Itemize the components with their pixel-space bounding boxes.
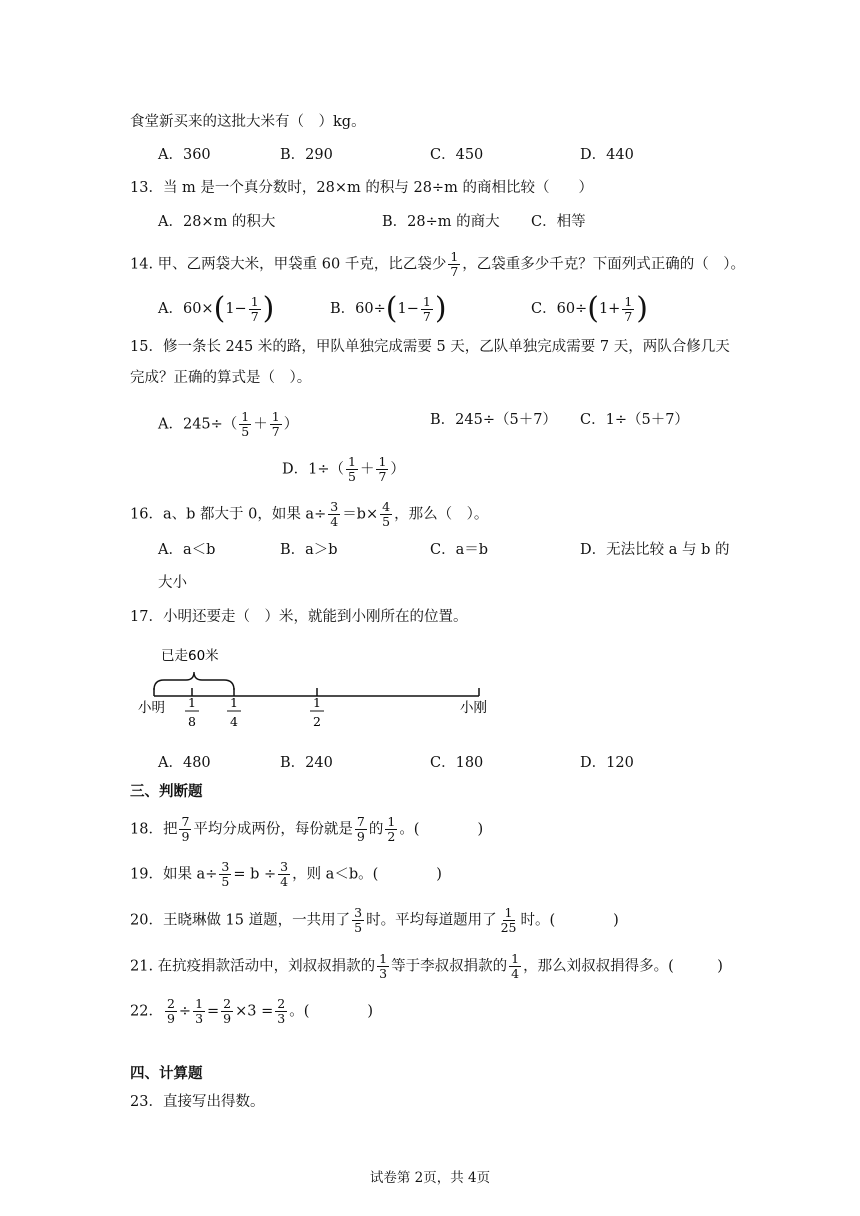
q13-option-a[interactable]: A．28×m 的积大 bbox=[158, 214, 276, 230]
q19: 19．如果 a÷ $\frac{3}{5}$ = b ÷ $\frac{3}{4}$ ，则 a＜b。( ) bbox=[130, 859, 442, 889]
q15-option-d[interactable]: D．1÷（ $\frac{1}{5}$ ＋ $\frac{1}{7}$ ） bbox=[282, 454, 405, 484]
section-3-heading: 三、判断题 bbox=[130, 784, 203, 800]
q16-option-b[interactable]: B．a＞b bbox=[280, 542, 338, 558]
q12-option-a[interactable]: A．360 bbox=[158, 147, 211, 163]
tick-label-1-8 bbox=[185, 695, 199, 729]
q17-option-b[interactable]: B．240 bbox=[280, 755, 333, 771]
q22: 22． $\frac{2}{9}$ ÷ $\frac{1}{3}$ = $\frac{2}{9}$ ×3 = $\frac{2}{3}$ 。( ) bbox=[130, 996, 374, 1026]
q15-stem-line2: 完成？正确的算式是（ ）。 bbox=[130, 370, 312, 386]
q18: 18．把 $\frac{7}{9}$ 平均分成两份，每份就是 $\frac{7}{9}$ 的 $\frac{1}{2}$ 。( ) bbox=[130, 814, 484, 844]
brace-icon bbox=[154, 672, 234, 690]
q16-stem: 16．a、b 都大于 0，如果 a÷ $\frac{3}{4}$ ＝b× $\frac{4}{5}$ ，那么（ ）。 bbox=[130, 499, 489, 529]
q16-option-d-wrap: 大小 bbox=[158, 575, 187, 591]
q13-option-b[interactable]: B．28÷m 的商大 bbox=[382, 214, 500, 230]
q21: 21. 在抗疫捐款活动中，刘叔叔捐款的 $\frac{1}{3}$ 等于李叔叔捐款的 $\frac{1}{4}$ ，那么刘叔叔捐得多。( ) bbox=[130, 951, 723, 981]
q15-option-a[interactable]: A．245÷（ $\frac{1}{5}$ ＋ $\frac{1}{7}$ ） bbox=[158, 409, 299, 439]
q17-number-line bbox=[128, 640, 528, 740]
q15-stem-line1: 15．修一条长 245 米的路，甲队单独完成需要 5 天，乙队单独完成需要 7 天，两队合修几天 bbox=[130, 339, 730, 355]
q17-stem: 17．小明还要走（ ）米，就能到小刚所在的位置。 bbox=[130, 609, 468, 625]
tick-label-1-2 bbox=[310, 695, 324, 729]
q17-option-c[interactable]: C．180 bbox=[430, 755, 484, 771]
q12-option-c[interactable]: C．450 bbox=[430, 147, 484, 163]
q14-option-b[interactable]: B．60÷(1− $\frac{1}{7}$ ) bbox=[330, 291, 447, 326]
q12-stem: 食堂新买来的这批大米有（ ）kg。 bbox=[130, 114, 366, 130]
end-label: 小刚 bbox=[460, 700, 487, 716]
section-4-heading: 四、计算题 bbox=[130, 1066, 203, 1082]
svg-text:8: 8 bbox=[188, 714, 196, 729]
q16-option-a[interactable]: A．a＜b bbox=[158, 542, 216, 558]
q12-option-b[interactable]: B．290 bbox=[280, 147, 333, 163]
q12-option-d[interactable]: D．440 bbox=[580, 147, 634, 163]
q15-option-b[interactable]: B．245÷（5＋7） bbox=[430, 412, 557, 428]
q15-option-c[interactable]: C．1÷（5＋7） bbox=[580, 412, 689, 428]
q13-option-c[interactable]: C．相等 bbox=[531, 214, 586, 230]
svg-text:1: 1 bbox=[313, 695, 321, 710]
fraction: $\frac{1}{7}$ bbox=[450, 249, 459, 279]
q14-stem: 14. 甲、乙两袋大米，甲袋重 60 千克，比乙袋少 $\frac{1}{7}$ ，乙袋重多少千克？下面列式正确的（ ）。 bbox=[130, 249, 746, 279]
q16-option-d[interactable]: D．无法比较 a 与 b 的 bbox=[580, 542, 730, 558]
svg-text:1: 1 bbox=[188, 695, 196, 710]
svg-text:1: 1 bbox=[230, 695, 238, 710]
q17-option-d[interactable]: D．120 bbox=[580, 755, 634, 771]
start-label: 小明 bbox=[138, 700, 165, 716]
q16-option-c[interactable]: C．a＝b bbox=[430, 542, 489, 558]
q20: 20．王晓琳做 15 道题，一共用了 $\frac{3}{5}$ 时。平均每道题用了 $\frac{1}{25}$ 时。( ) bbox=[130, 905, 619, 935]
q17-option-a[interactable]: A．480 bbox=[158, 755, 211, 771]
brace-label: 已走60米 bbox=[161, 648, 219, 664]
q23-stem: 23．直接写出得数。 bbox=[130, 1094, 265, 1110]
svg-text:2: 2 bbox=[313, 714, 321, 729]
tick-label-1-4 bbox=[227, 695, 241, 729]
q13-stem: 13．当 m 是一个真分数时，28×m 的积与 28÷m 的商相比较（ ） bbox=[130, 180, 593, 196]
svg-text:4: 4 bbox=[230, 714, 238, 729]
q14-option-c[interactable]: C．60÷(1+ $\frac{1}{7}$ ) bbox=[531, 291, 648, 326]
page-footer: 试卷第 2页，共 4页 bbox=[369, 1170, 491, 1186]
q14-option-a[interactable]: A．60×(1− $\frac{1}{7}$ ) bbox=[158, 291, 275, 326]
